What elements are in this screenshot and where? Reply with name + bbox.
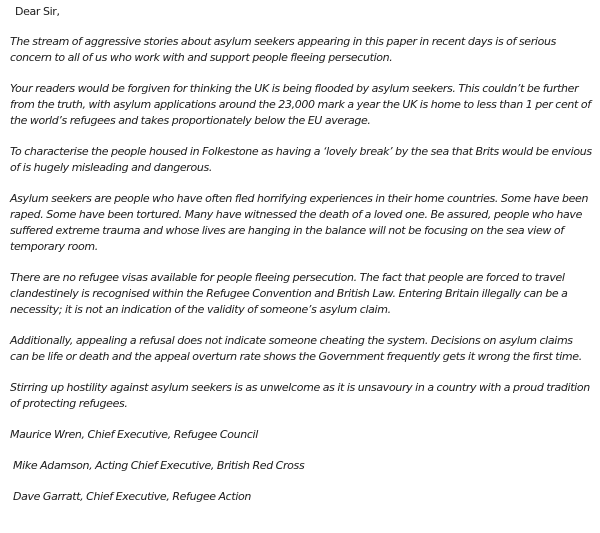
paragraph-5: There are no refugee visas available for people fleeing persecution. The fact that people are forced to travel clandestinely is recognised within the Refugee Convention and British Law. Entering Britain illegally can be a necessity; it is not an indication of the validity of someone’s asylum claim. [10,271,568,316]
paragraph-2: Your readers would be forgiven for thinking the UK is being flooded by asylum seekers. This couldn’t be further from the truth, with asylum applications around the 23,000 mark a year the UK is home to less than 1 per cent of the world’s refugees and takes proportionately below the EU average. [10,82,591,127]
signature-refugee-action: Dave Garratt, Chief Executive, Refugee Action [13,490,252,503]
salutation: Dear Sir, [15,5,60,18]
paragraph-1: The stream of aggressive stories about asylum seekers appearing in this paper in recent days is of serious concern to all of us who work with and support people fleeing persecution. [10,35,556,64]
paragraph-7: Stirring up hostility against asylum seekers is as unwelcome as it is unsavoury in a country with a proud tradition of protecting refugees. [10,381,590,410]
letter-body [10,4,592,520]
signature-british-red-cross: Mike Adamson, Acting Chief Executive, British Red Cross [13,459,305,472]
paragraph-3: To characterise the people housed in Folkestone as having a ‘lovely break’ by the sea that Brits would be envious of is hugely misleading and dangerous. [10,145,592,174]
paragraph-6: Additionally, appealing a refusal does not indicate someone cheating the system. Decisions on asylum claims can be life or death and the appeal overturn rate shows the Government frequently gets it wrong the first time. [10,334,582,363]
signature-refugee-council: Maurice Wren, Chief Executive, Refugee Council [10,428,258,441]
paragraph-4: Asylum seekers are people who have often fled horrifying experiences in their home countries. Some have been raped. Some have been tortured. Many have witnessed the death of a loved one. Be assured, people who have suffered extreme trauma and whose lives are hanging in the balance will not be focusing on the sea view of temporary room. [10,192,589,253]
